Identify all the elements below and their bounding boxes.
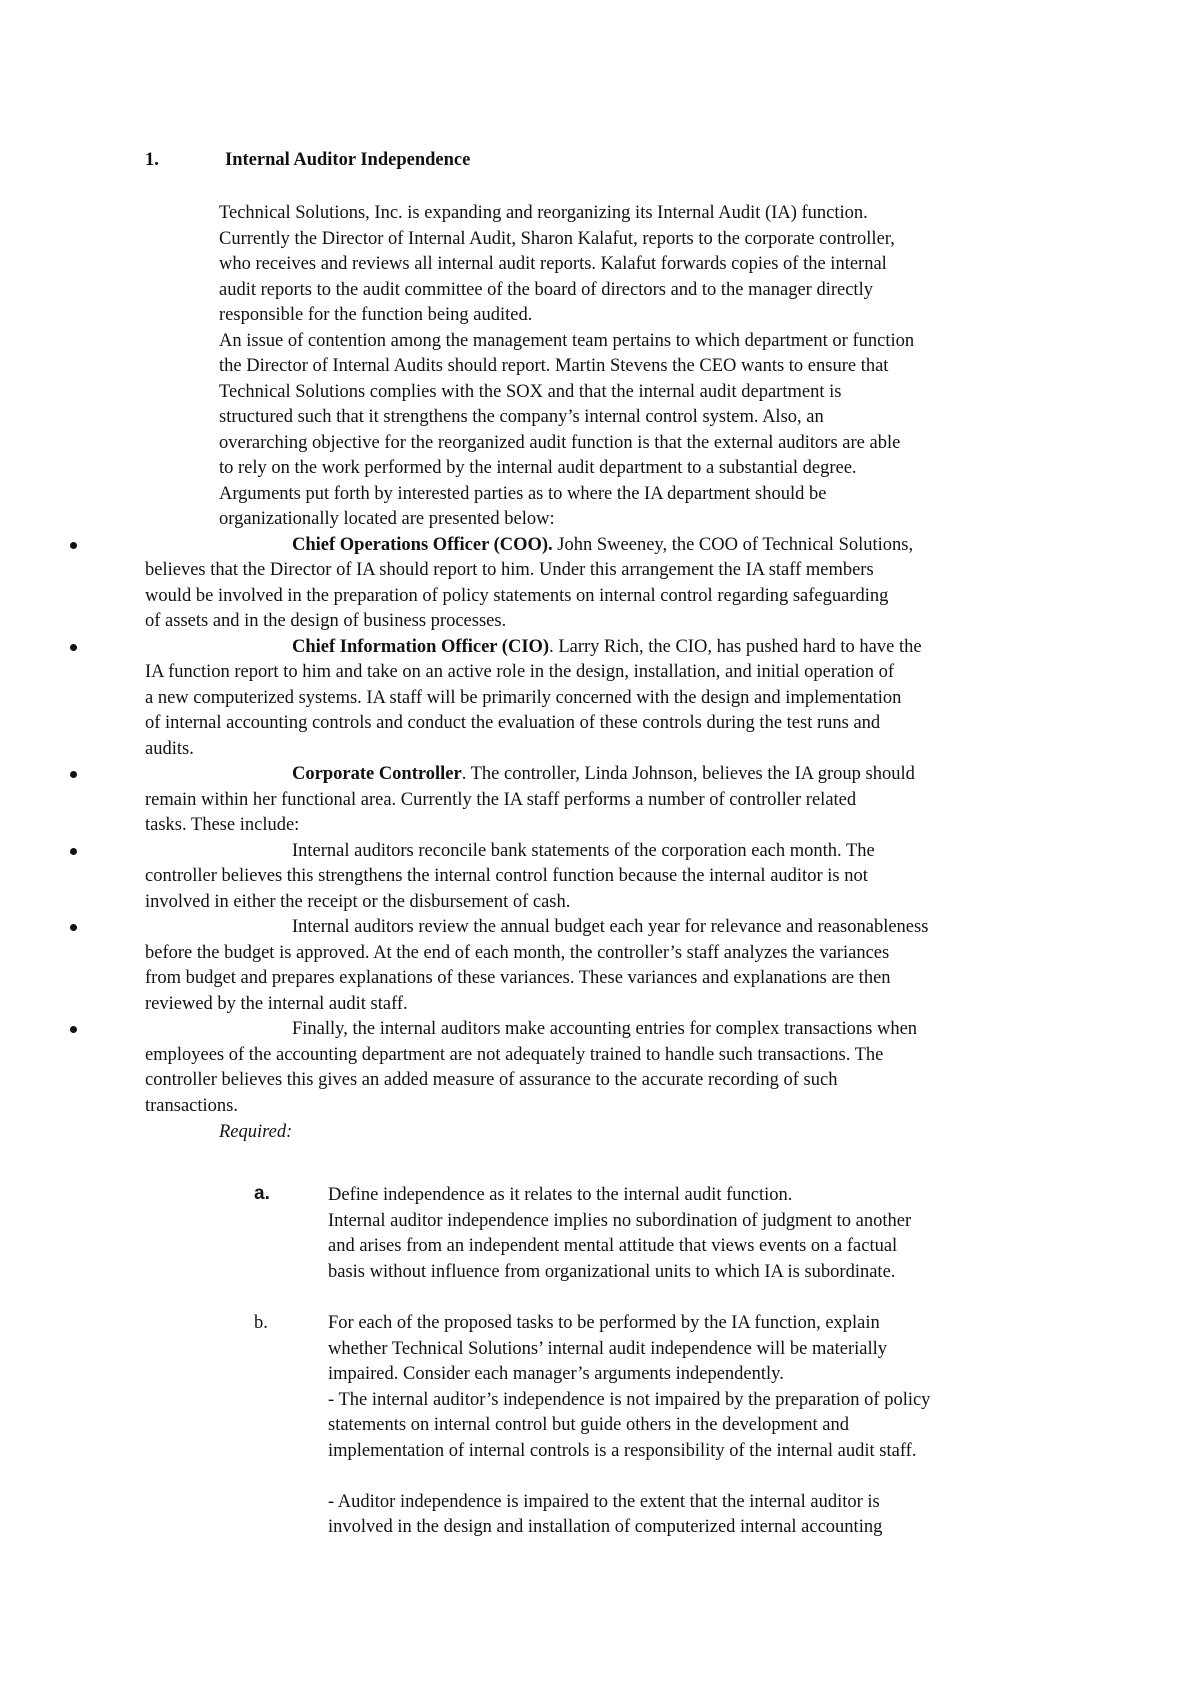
question-b-line: involved in the design and installation of computerized internal accounting (328, 1517, 883, 1537)
intro-line: who receives and reviews all internal audit reports. Kalafut forwards copies of the internal (219, 254, 887, 274)
intro-line: An issue of contention among the management team pertains to which department or function (219, 331, 915, 351)
bullet-line: of assets and in the design of business processes. (145, 611, 507, 631)
question-a-line: Internal auditor independence implies no subordination of judgment to another (328, 1211, 912, 1231)
bullet-bold-label: Chief Operations Officer (COO). (292, 535, 553, 555)
bullet-line: audits. (145, 739, 194, 759)
bullet-line: before the budget is approved. At the end of each month, the controller’s staff analyzes the variances (145, 943, 890, 963)
bullet-icon (70, 848, 77, 855)
bullet-line: would be involved in the preparation of policy statements on internal control regarding safeguarding (145, 586, 889, 606)
bullet-line: involved in either the receipt or the disbursement of cash. (145, 892, 571, 912)
question-a-line: basis without influence from organizational units to which IA is subordinate. (328, 1262, 896, 1282)
intro-line: organizationally located are presented below: (219, 509, 555, 529)
intro-line: audit reports to the audit committee of the board of directors and to the manager directly (219, 280, 873, 300)
intro-line: structured such that it strengthens the company’s internal control system. Also, an (219, 407, 824, 427)
bullet-line: IA function report to him and take on an active role in the design, installation, and initial operation of (145, 662, 895, 682)
bullet-bold-label: Chief Information Officer (CIO) (292, 637, 550, 657)
question-b-line: whether Technical Solutions’ internal audit independence will be materially (328, 1339, 888, 1359)
question-b-line: statements on internal control but guide others in the development and (328, 1415, 849, 1435)
bullet-line: reviewed by the internal audit staff. (145, 994, 408, 1014)
bullet-line: tasks. These include: (145, 815, 300, 835)
required-label: Required: (219, 1122, 293, 1142)
section-title: Internal Auditor Independence (225, 150, 471, 170)
bullet-first-text: Internal auditors reconcile bank statements of the corporation each month. The (292, 841, 875, 861)
intro-line: Technical Solutions complies with the SOX and that the internal audit department is (219, 382, 842, 402)
bullet-line: transactions. (145, 1096, 238, 1116)
bullet-line: remain within her functional area. Currently the IA staff performs a number of controller related (145, 790, 857, 810)
question-b-line: - The internal auditor’s independence is not impaired by the preparation of policy (328, 1390, 931, 1410)
bullet-icon (70, 1026, 77, 1033)
question-b-line: impaired. Consider each manager’s arguments independently. (328, 1364, 784, 1384)
intro-line: the Director of Internal Audits should report. Martin Stevens the CEO wants to ensure that (219, 356, 889, 376)
intro-line: Arguments put forth by interested parties as to where the IA department should be (219, 484, 827, 504)
question-a-line: and arises from an independent mental attitude that views events on a factual (328, 1236, 898, 1256)
intro-line: Technical Solutions, Inc. is expanding and reorganizing its Internal Audit (IA) function. (219, 203, 868, 223)
bullet-line: a new computerized systems. IA staff will be primarily concerned with the design and implementation (145, 688, 902, 708)
question-a-line: Define independence as it relates to the internal audit function. (328, 1185, 793, 1205)
bullet-first-text: Internal auditors review the annual budget each year for relevance and reasonableness (292, 917, 929, 937)
bullet-line: employees of the accounting department are not adequately trained to handle such transactions. The (145, 1045, 884, 1065)
bullet-line: controller believes this gives an added measure of assurance to the accurate recording of such (145, 1070, 838, 1090)
bullet-first-text: John Sweeney, the COO of Technical Solutions, (552, 535, 914, 555)
bullet-icon (70, 771, 77, 778)
bullet-bold-label: Corporate Controller (292, 764, 462, 784)
bullet-first-text: . The controller, Linda Johnson, believes the IA group should (461, 764, 915, 784)
bullet-first-line (292, 762, 915, 786)
bullet-first-text: . Larry Rich, the CIO, has pushed hard to have the (549, 637, 922, 657)
question-a-letter: a. (254, 1183, 270, 1204)
intro-line: overarching objective for the reorganized audit function is that the external auditors are able (219, 433, 901, 453)
intro-line: Currently the Director of Internal Audit, Sharon Kalafut, reports to the corporate controller, (219, 229, 895, 249)
bullet-line: of internal accounting controls and conduct the evaluation of these controls during the test runs and (145, 713, 881, 733)
intro-line: responsible for the function being audited. (219, 305, 533, 325)
question-b-line: - Auditor independence is impaired to the extent that the internal auditor is (328, 1492, 880, 1512)
question-b-line: For each of the proposed tasks to be performed by the IA function, explain (328, 1313, 880, 1333)
bullet-line: controller believes this strengthens the internal control function because the internal auditor is not (145, 866, 868, 886)
bullet-first-text: Finally, the internal auditors make accounting entries for complex transactions when (292, 1019, 918, 1039)
question-b-letter: b. (254, 1313, 268, 1333)
bullet-icon (70, 644, 77, 651)
bullet-line: believes that the Director of IA should report to him. Under this arrangement the IA staff members (145, 560, 874, 580)
section-number: 1. (145, 150, 159, 170)
question-b-line: implementation of internal controls is a responsibility of the internal audit staff. (328, 1441, 917, 1461)
bullet-first-line (292, 635, 922, 659)
bullet-icon (70, 924, 77, 931)
bullet-line: from budget and prepares explanations of these variances. These variances and explanations are then (145, 968, 891, 988)
bullet-first-line (292, 533, 913, 557)
bullet-icon (70, 542, 77, 549)
intro-line: to rely on the work performed by the internal audit department to a substantial degree. (219, 458, 857, 478)
